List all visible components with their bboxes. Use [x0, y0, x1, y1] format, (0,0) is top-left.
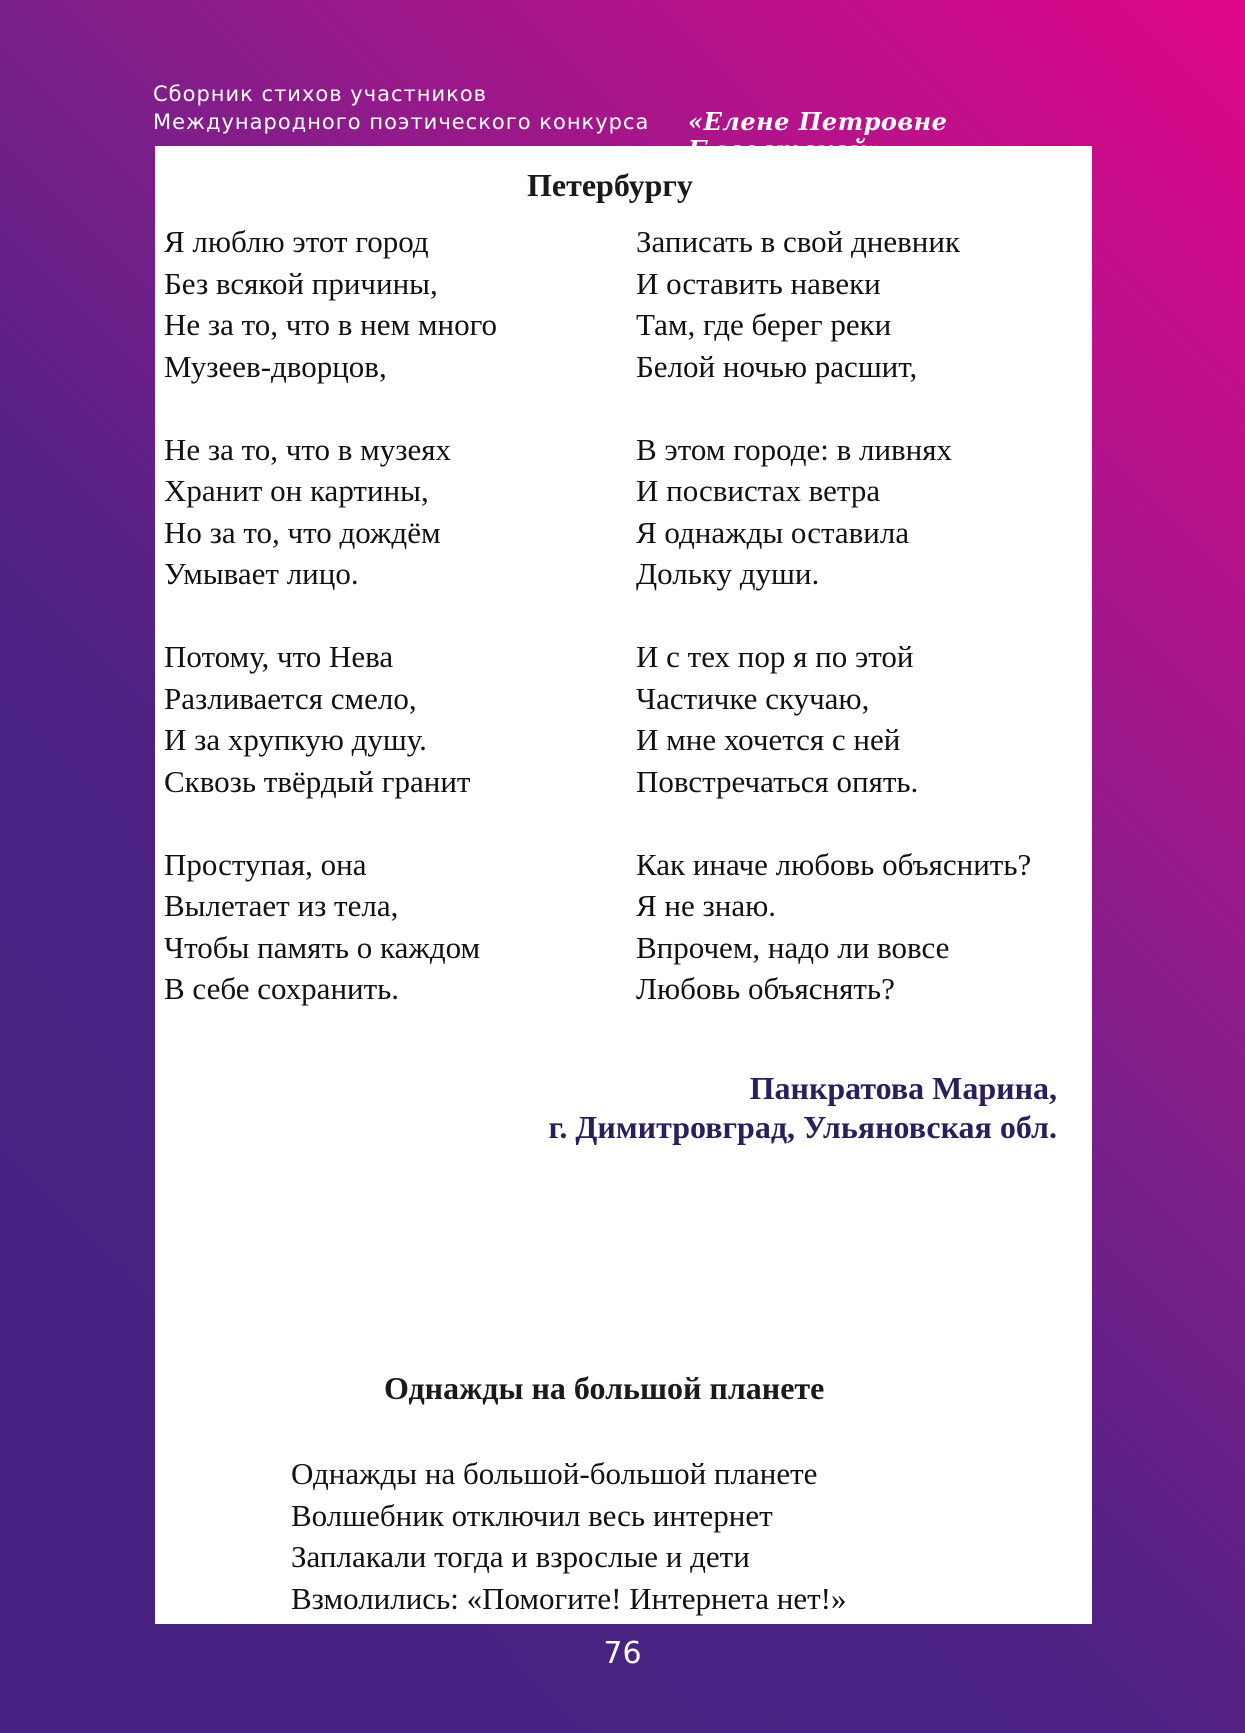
- stanza: [636, 429, 1106, 595]
- verse-line: Дольку души.: [636, 556, 820, 591]
- verse-line: Волшебник отключил весь интернет: [291, 1497, 773, 1533]
- verse-line: В себе сохранить.: [164, 971, 400, 1006]
- stanza: [164, 844, 624, 1010]
- verse-line: Потому, что Нева: [164, 639, 394, 674]
- page-number: 76: [603, 1636, 642, 1671]
- poem-title: Петербургу: [527, 167, 693, 203]
- verse-line: Я однажды оставила: [636, 514, 910, 550]
- verse-line: Музеев-дворцов,: [164, 348, 387, 384]
- author-signature: [548, 1069, 1057, 1147]
- verse-line: Проступая, она: [164, 846, 367, 882]
- verse-line: Умывает лицо.: [164, 556, 359, 591]
- verse-line: Но за то, что дождём: [164, 514, 441, 550]
- stanza: [164, 221, 624, 387]
- verse-line: Чтобы память о каждом: [164, 929, 481, 965]
- collection-header: [153, 80, 1093, 136]
- poem-column-left: [164, 221, 624, 1051]
- verse-line: Записать в свой дневник: [636, 224, 961, 259]
- verse-line: Повстречаться опять.: [636, 763, 919, 799]
- stanza: [636, 636, 1106, 802]
- poem-body: [291, 1453, 846, 1619]
- verse-line: Сквозь твёрдый гранит: [164, 763, 471, 799]
- verse-line: Не за то, что в нем много: [164, 307, 498, 342]
- verse-line: Я люблю этот город: [164, 224, 429, 259]
- verse-line: Однажды на большой-большой планете: [291, 1456, 818, 1491]
- verse-line: И посвистах ветра: [636, 473, 881, 508]
- verse-line: Вылетает из тела,: [164, 888, 399, 923]
- verse-line: И с тех пор я по этой: [636, 639, 914, 674]
- verse-line: И за хрупкую душу.: [164, 722, 427, 757]
- verse-line: Как иначе любовь объяснить?: [636, 846, 1032, 882]
- verse-line: Хранит он картины,: [164, 473, 429, 508]
- verse-line: Не за то, что в музеях: [164, 431, 452, 467]
- stanza: [636, 844, 1106, 1010]
- stanza: [164, 636, 624, 802]
- header-line-1: Сборник стихов участников: [153, 82, 488, 106]
- verse-line: Там, где берег реки: [636, 307, 892, 342]
- verse-line: Впрочем, надо ли вовсе: [636, 929, 950, 965]
- verse-line: Любовь объяснять?: [636, 971, 895, 1006]
- stanza: [164, 429, 624, 595]
- verse-line: И мне хочется с ней: [636, 722, 901, 757]
- stanza: [636, 221, 1106, 387]
- poem-title: Однажды на большой планете: [384, 1370, 825, 1406]
- author-location: г. Димитровград, Ульяновская обл.: [548, 1109, 1057, 1145]
- contest-name: «Елене Петровне: [688, 107, 948, 136]
- verse-line: Белой ночью расшит,: [636, 348, 918, 384]
- verse-line: Частичке скучаю,: [636, 680, 870, 716]
- verse-line: Разливается смело,: [164, 680, 417, 716]
- header-line-2: Международного поэтического конкурса: [153, 110, 650, 134]
- verse-line: Я не знаю.: [636, 888, 777, 923]
- poem-column-right: [636, 221, 1106, 1051]
- verse-line: Взмолились: «Помогите! Интернета нет!»: [291, 1580, 847, 1616]
- author-name: Панкратова Марина,: [749, 1070, 1057, 1106]
- verse-line: Заплакали тогда и взрослые и дети: [291, 1539, 750, 1574]
- verse-line: В этом городе: в ливнях: [636, 431, 953, 467]
- verse-line: Без всякой причины,: [164, 265, 438, 301]
- verse-line: И оставить навеки: [636, 265, 881, 301]
